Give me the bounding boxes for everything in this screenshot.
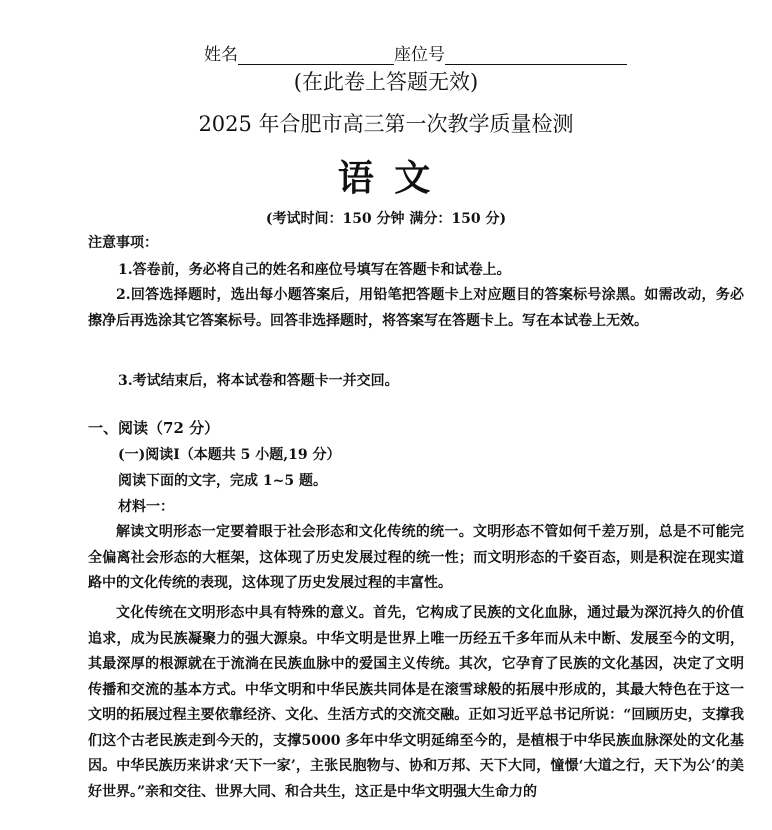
subsection-title: (一)阅读Ⅰ（本题共 5 小题,19 分） bbox=[118, 447, 341, 463]
passage-paragraph-1: 解读文明形态一定要着眼于社会形态和文化传统的统一。文明形态不管如何千差万别，总是不可能完全偏离社会形态的大框架，这体现了历史发展过程的统一性；而文明形态的千姿百态，则是积淀在现实道路中的文化传统的表现，这体现了历史发展过程的丰富性。 bbox=[88, 524, 744, 591]
passage-paragraph-2: 文化传统在文明形态中具有特殊的意义。首先，它构成了民族的文化血脉，通过最为深沉持久的价值追求，成为民族凝聚力的强大源泉。中华文明是世界上唯一历经五千多年而从未中断、发展至今的文明，其最深厚的根源就在于流淌在民族血脉中的爱国主义传统。其次，它孕育了民族的文化基因，决定了文明传播和交流的基本方式。中华文明和中华民族共同体是在滚雪球般的拓展中形成的，其最大特色在于这一文明的拓展过程主要依靠经济、文化、生活方式的交流交融。正如习近平总书记所说：“回顾历史，支撑我们这个古老民族走到今天的，支撑5000 多年中华文明延绵至今的，是植根于中华民族血脉深处的文化基因。中华民族历来讲求‘天下一家’，主张民胞物与、协和万邦、天下大同，憧憬‘大道之行，天下为公’的美好世界。”亲和交往、世界大同、和合共生，这正是中华文明强大生命力的 bbox=[88, 605, 744, 800]
name-fill-line bbox=[238, 46, 394, 65]
subject-title: 语 文 bbox=[337, 157, 435, 199]
note-item-3: 3.考试结束后，将本试卷和答题卡一并交回。 bbox=[118, 373, 399, 389]
section-title: 一、阅读（72 分） bbox=[88, 419, 220, 437]
note-item-1: 1.答卷前，务必将自己的姓名和座位号填写在答题卡和试卷上。 bbox=[118, 262, 511, 278]
name-seat-row bbox=[204, 40, 627, 65]
exam-title: 2025 年合肥市高三第一次教学质量检测 bbox=[198, 112, 574, 136]
invalid-note: (在此卷上答题无效) bbox=[293, 70, 479, 94]
seat-label: 座位号 bbox=[394, 45, 445, 65]
notes-title: 注意事项： bbox=[88, 235, 158, 251]
material-label: 材料一： bbox=[118, 499, 174, 515]
reading-instruction: 阅读下面的文字，完成 1~5 题。 bbox=[118, 473, 327, 489]
name-label: 姓名 bbox=[204, 45, 238, 65]
exam-info: (考试时间：150 分钟 满分：150 分) bbox=[265, 211, 507, 227]
note-item-2: 2.回答选择题时，选出每小题答案后，用铅笔把答题卡上对应题目的答案标号涂黑。如需改动，务必擦净后再选涂其它答案标号。回答非选择题时，将答案写在答题卡上。写在本试卷上无效。 bbox=[88, 287, 744, 329]
seat-fill-line bbox=[445, 46, 627, 65]
